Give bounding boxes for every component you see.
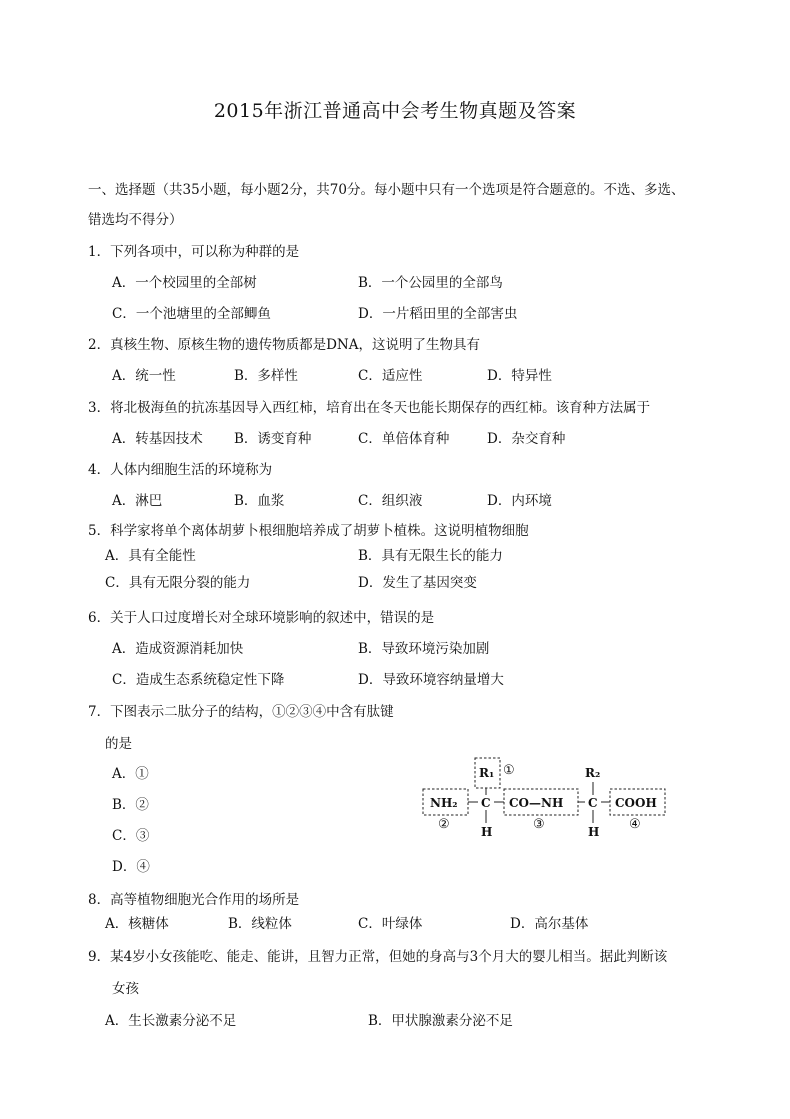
question-2-option-a: A．统一性 <box>112 368 176 384</box>
question-2-option-c: C．适应性 <box>358 368 423 384</box>
hydrogen-1-label: H <box>481 825 493 839</box>
question-4-option-b: B．血浆 <box>234 493 285 509</box>
question-8-option-a: A．核糖体 <box>105 916 169 932</box>
dipeptide-structure-diagram <box>415 755 685 845</box>
question-2-stem: 2．真核生物、原核生物的遗传物质都是DNA，这说明了生物具有 <box>88 337 480 353</box>
question-6-option-c: C．造成生态系统稳定性下降 <box>112 672 285 688</box>
question-3-option-a: A．转基因技术 <box>112 431 203 447</box>
question-6-option-d: D．导致环境容纳量增大 <box>358 672 504 688</box>
question-5-option-a: A．具有全能性 <box>105 548 196 564</box>
question-7-option-a: A．① <box>112 766 149 782</box>
question-8-stem: 8．高等植物细胞光合作用的场所是 <box>88 892 300 908</box>
r1-label: R₁ <box>479 766 495 780</box>
question-1-option-a: A．一个校园里的全部树 <box>112 275 257 291</box>
question-7-stem: 7．下图表示二肽分子的结构，①②③④中含有肽键 <box>88 704 394 720</box>
question-2-option-d: D．特异性 <box>487 368 552 384</box>
question-5-stem: 5．科学家将单个离体胡萝卜根细胞培养成了胡萝卜植株。这说明植物细胞 <box>88 523 529 539</box>
co-nh-label: CO—NH <box>509 796 564 810</box>
alpha-carbon-1-label: C <box>481 796 491 810</box>
section-heading: 一、选择题（共35小题，每小题2分，共70分。每小题中只有一个选项是符合题意的。不选、多选、 <box>88 182 685 198</box>
question-2-option-b: B．多样性 <box>234 368 298 384</box>
question-1-option-b: B．一个公园里的全部鸟 <box>358 275 503 291</box>
question-7-stem-cont: 的是 <box>105 736 132 752</box>
r2-label: R₂ <box>585 766 601 780</box>
marker-1: ① <box>503 763 515 778</box>
question-9-stem: 9．某4岁小女孩能吃、能走、能讲，且智力正常，但她的身高与3个月大的婴儿相当。据此判断该 <box>88 949 668 965</box>
question-9-option-b: B．甲状腺激素分泌不足 <box>368 1013 513 1029</box>
question-4-option-d: D．内环境 <box>487 493 552 509</box>
question-5-option-b: B．具有无限生长的能力 <box>358 548 503 564</box>
question-7-option-b: B．② <box>112 797 149 813</box>
question-6-option-a: A．造成资源消耗加快 <box>112 641 244 657</box>
question-3-option-b: B．诱变育种 <box>234 431 312 447</box>
nh2-label: NH₂ <box>430 796 458 810</box>
marker-3: ③ <box>533 817 545 832</box>
alpha-carbon-2-label: C <box>588 796 598 810</box>
question-1-option-c: C．一个池塘里的全部鲫鱼 <box>112 306 271 322</box>
question-5-option-c: C．具有无限分裂的能力 <box>105 575 251 591</box>
question-4-stem: 4．人体内细胞生活的环境称为 <box>88 462 273 478</box>
question-4-option-a: A．淋巴 <box>112 493 163 509</box>
marker-2: ② <box>438 817 450 832</box>
marker-4: ④ <box>629 817 641 832</box>
question-1-option-d: D．一片稻田里的全部害虫 <box>358 306 518 322</box>
question-6-option-b: B．导致环境污染加剧 <box>358 641 490 657</box>
question-8-option-c: C．叶绿体 <box>358 916 423 932</box>
page-title: 2015年浙江普通高中会考生物真题及答案 <box>213 100 577 122</box>
question-8-option-b: B．线粒体 <box>228 916 292 932</box>
section-heading-cont: 错选均不得分） <box>88 212 183 228</box>
question-3-stem: 3．将北极海鱼的抗冻基因导入西红柿，培育出在冬天也能长期保存的西红柿。该育种方法属于 <box>88 400 651 416</box>
question-1-stem: 1．下列各项中，可以称为种群的是 <box>88 244 300 260</box>
question-9-stem-cont: 女孩 <box>112 981 139 997</box>
question-6-stem: 6．关于人口过度增长对全球环境影响的叙述中，错误的是 <box>88 610 435 626</box>
question-7-option-c: C．③ <box>112 828 150 844</box>
cooh-label: COOH <box>615 796 657 810</box>
hydrogen-2-label: H <box>588 825 600 839</box>
question-7-option-d: D．④ <box>112 859 150 875</box>
question-4-option-c: C．组织液 <box>358 493 423 509</box>
question-5-option-d: D．发生了基因突变 <box>358 575 477 591</box>
question-3-option-c: C．单倍体育种 <box>358 431 450 447</box>
question-3-option-d: D．杂交育种 <box>487 431 566 447</box>
question-8-option-d: D．高尔基体 <box>510 916 589 932</box>
question-9-option-a: A．生长激素分泌不足 <box>105 1013 237 1029</box>
